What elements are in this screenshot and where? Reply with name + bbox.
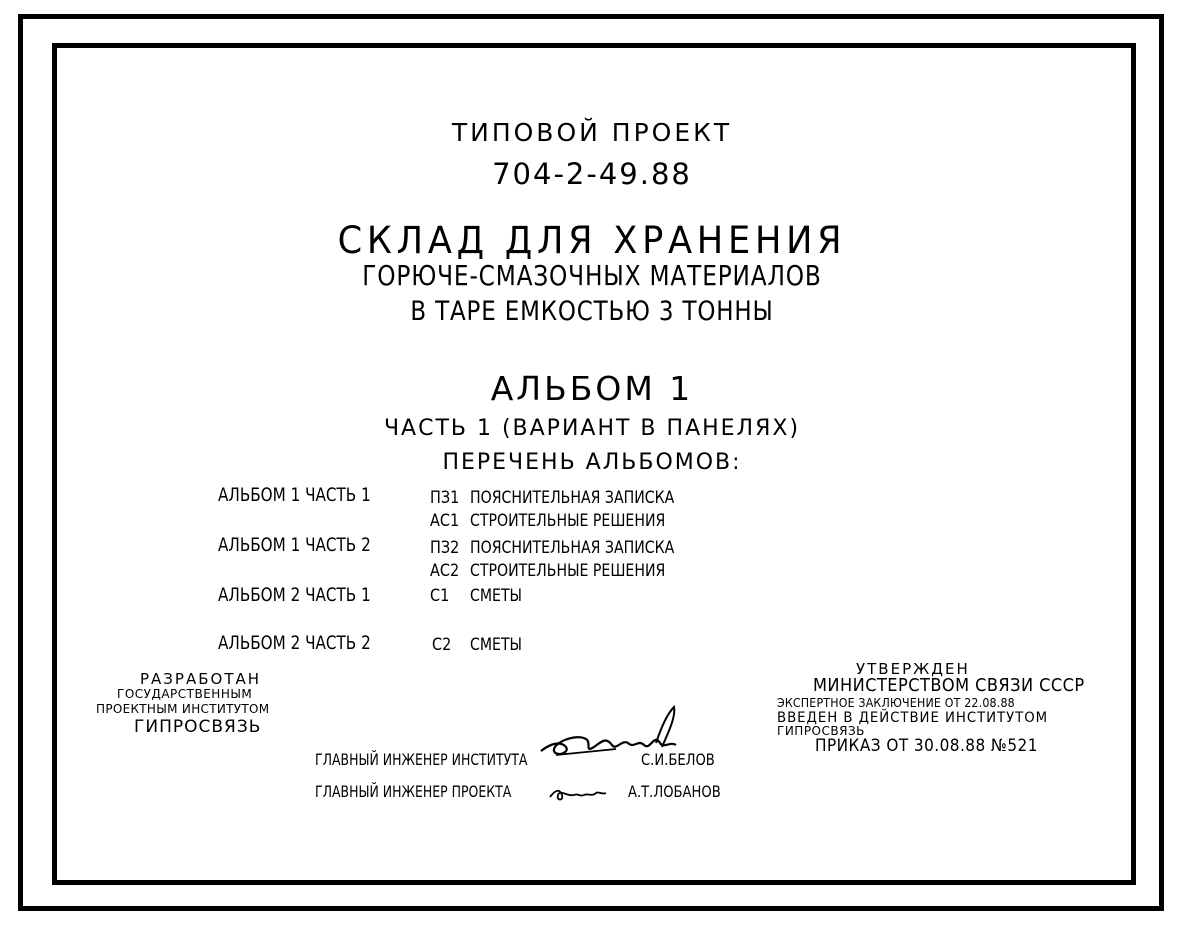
list-item-code: С2: [432, 635, 452, 655]
list-item-desc: СТРОИТЕЛЬНЫЕ РЕШЕНИЯ: [470, 561, 666, 581]
album-list-heading: ПЕРЕЧЕНЬ АЛЬБОМОВ:: [442, 450, 742, 475]
approval-line4: ВВЕДЕН В ДЕЙСТВИЕ ИНСТИТУТОМ: [777, 710, 1049, 726]
project-type: ТИПОВОЙ ПРОЕКТ: [451, 118, 733, 147]
list-item-code: ПЗ2: [430, 538, 460, 558]
signature-role: ГЛАВНЫЙ ИНЖЕНЕР ИНСТИТУТА: [315, 750, 528, 769]
list-item-code: АС2: [430, 561, 460, 581]
project-number: 704-2-49.88: [492, 157, 692, 191]
list-item-code: С1: [430, 586, 450, 606]
signature-name: С.И.БЕЛОВ: [641, 750, 715, 769]
list-item-desc: СМЕТЫ: [470, 635, 523, 655]
list-item-album: АЛЬБОМ 2 ЧАСТЬ 1: [218, 584, 371, 606]
list-item-album: АЛЬБОМ 1 ЧАСТЬ 1: [218, 484, 371, 506]
album-heading: АЛЬБОМ 1: [490, 369, 694, 408]
approval-line2: МИНИСТЕРСТВОМ СВЯЗИ СССР: [813, 675, 1085, 696]
list-item-album: АЛЬБОМ 2 ЧАСТЬ 2: [218, 632, 371, 654]
approval-line6: ПРИКАЗ ОТ 30.08.88 №521: [815, 736, 1038, 756]
developer-line1: РАЗРАБОТАН: [140, 670, 262, 688]
project-name-line3: В ТАРЕ ЕМКОСТЬЮ 3 ТОННЫ: [410, 296, 774, 327]
approval-line5: ГИПРОСВЯЗЬ: [777, 724, 865, 738]
signature-name: А.Т.ЛОБАНОВ: [628, 782, 721, 801]
list-item-code: АС1: [430, 511, 460, 531]
developer-line3: ПРОЕКТНЫМ ИНСТИТУТОМ: [96, 702, 270, 716]
handwritten-signature-icon: [548, 783, 608, 805]
developer-line4: ГИПРОСВЯЗЬ: [134, 717, 262, 737]
project-name-line2: ГОРЮЧЕ-СМАЗОЧНЫХ МАТЕРИАЛОВ: [362, 259, 822, 292]
list-item-desc: СМЕТЫ: [470, 586, 523, 606]
list-item-code: ПЗ1: [430, 488, 460, 508]
approval-line3: ЭКСПЕРТНОЕ ЗАКЛЮЧЕНИЕ ОТ 22.08.88: [777, 696, 1015, 710]
developer-line2: ГОСУДАРСТВЕННЫМ: [117, 687, 253, 701]
album-part: ЧАСТЬ 1 (ВАРИАНТ В ПАНЕЛЯХ): [383, 416, 801, 441]
list-item-desc: ПОЯСНИТЕЛЬНАЯ ЗАПИСКА: [470, 538, 675, 558]
signature-role: ГЛАВНЫЙ ИНЖЕНЕР ПРОЕКТА: [315, 782, 512, 801]
list-item-desc: ПОЯСНИТЕЛЬНАЯ ЗАПИСКА: [470, 488, 675, 508]
list-item-album: АЛЬБОМ 1 ЧАСТЬ 2: [218, 534, 371, 556]
list-item-desc: СТРОИТЕЛЬНЫЕ РЕШЕНИЯ: [470, 511, 666, 531]
project-name-line1: СКЛАД ДЛЯ ХРАНЕНИЯ: [337, 219, 847, 262]
approval-line1: УТВЕРЖДЕН: [856, 660, 970, 678]
